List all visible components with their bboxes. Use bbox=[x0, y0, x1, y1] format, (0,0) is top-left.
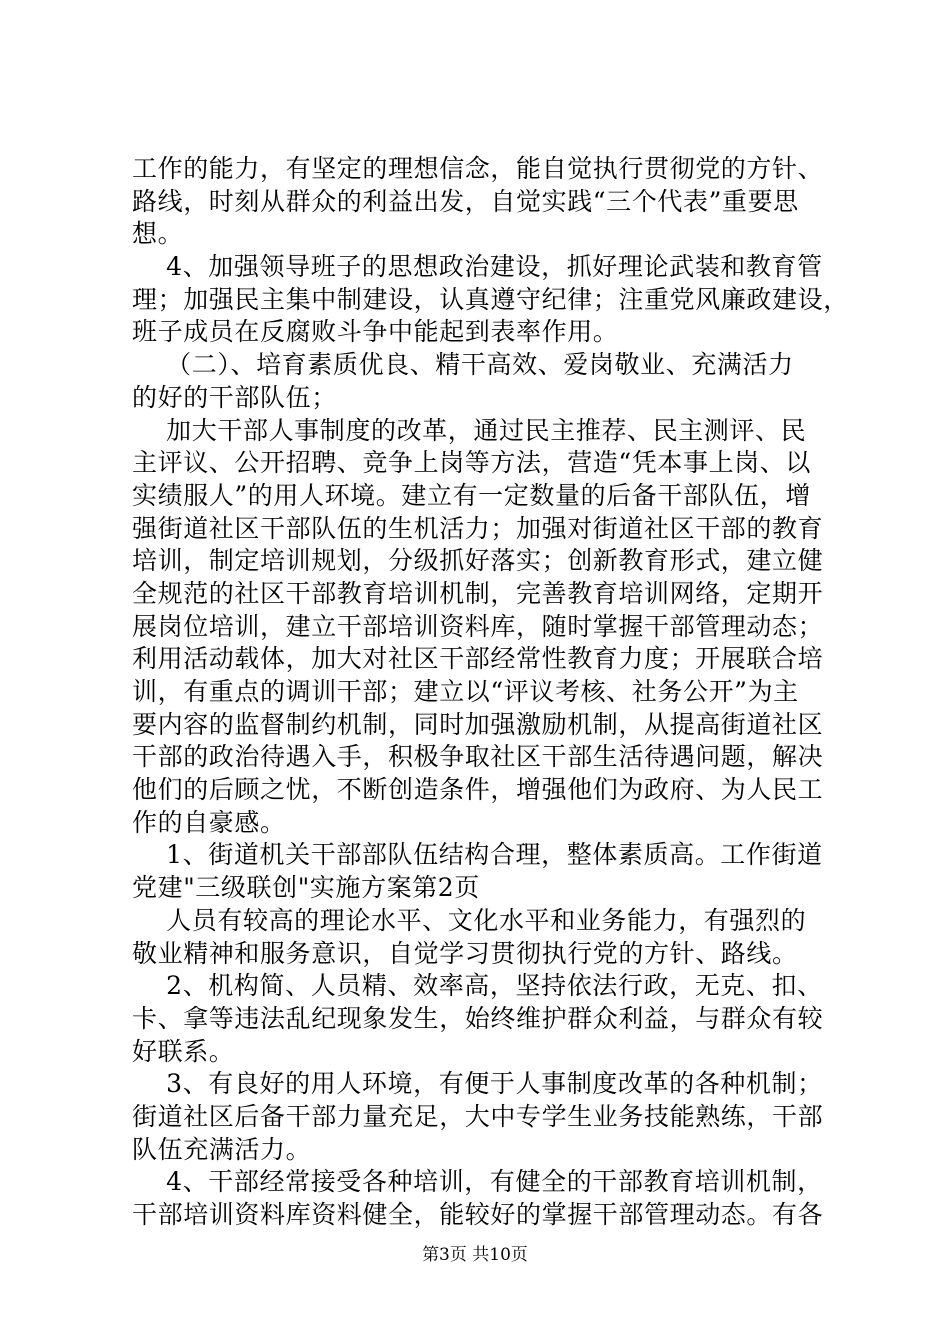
text-line: 的好的干部队伍； bbox=[132, 382, 337, 412]
text-line: 展岗位培训，建立干部培训资料库，随时掌握干部管理动态； bbox=[132, 611, 824, 641]
text-line: 干部培训资料库资料健全，能较好的掌握干部管理动态。有各 bbox=[132, 1200, 824, 1229]
text-line: 理；加强民主集中制建设，认真遵守纪律；注重党风廉政建设， bbox=[132, 284, 849, 314]
text-line: 工作的能力，有坚定的理想信念，能自觉执行贯彻党的方针、 bbox=[132, 154, 824, 183]
text-line: 队伍充满活力。 bbox=[132, 1134, 312, 1164]
text-line: 4、加强领导班子的思想政治建设，抓好理论武装和教育管 bbox=[132, 252, 823, 282]
text-line: （二）、培育素质优良、精干高效、爱岗敬业、充满活力 bbox=[132, 350, 794, 380]
text-line: 训，有重点的调训干部；建立以“评议考核、社务公开”为主 bbox=[132, 677, 799, 706]
text-line: 党建"三级联创"实施方案第2页 bbox=[132, 873, 480, 903]
text-line: 班子成员在反腐败斗争中能起到表率作用。 bbox=[132, 317, 619, 347]
text-line: 街道社区后备干部力量充足，大中专学生业务技能熟练，干部 bbox=[132, 1101, 824, 1131]
text-line: 干部的政治待遇入手，积极争取社区干部生活待遇问题，解决 bbox=[132, 742, 824, 772]
text-line: 2、机构简、人员精、效率高，坚持依法行政，无克、扣、 bbox=[132, 971, 823, 1001]
text-line: 实绩服人”的用人环境。建立有一定数量的后备干部队伍，增 bbox=[132, 480, 811, 510]
text-line: 想。 bbox=[132, 219, 184, 249]
page-number-footer: 第3页 共10页 bbox=[422, 1245, 528, 1265]
text-line: 加大干部人事制度的改革，通过民主推荐、民主测评、民 bbox=[132, 415, 807, 445]
text-line: 好联系。 bbox=[132, 1036, 235, 1066]
text-line: 3、有良好的用人环境，有便于人事制度改革的各种机制； bbox=[132, 1069, 823, 1099]
text-line: 利用活动载体，加大对社区干部经常性教育力度；开展联合培 bbox=[132, 644, 824, 674]
text-line: 1、街道机关干部部队伍结构合理，整体素质高。工作街道 bbox=[132, 840, 823, 870]
text-line: 培训，制定培训规划，分级抓好落实；创新教育形式，建立健 bbox=[132, 546, 824, 576]
text-line: 全规范的社区干部教育培训机制，完善教育培训网络，定期开 bbox=[132, 578, 824, 608]
text-line: 敬业精神和服务意识，自觉学习贯彻执行党的方针、路线。 bbox=[132, 938, 798, 968]
text-line: 作的自豪感。 bbox=[132, 807, 286, 837]
text-line: 强街道社区干部队伍的生机活力；加强对街道社区干部的教育 bbox=[132, 513, 824, 543]
text-line: 他们的后顾之忧，不断创造条件，增强他们为政府、为人民工 bbox=[132, 775, 824, 805]
text-line: 卡、拿等违法乱纪现象发生，始终维护群众利益，与群众有较 bbox=[132, 1003, 824, 1033]
document-body bbox=[132, 153, 849, 1232]
text-line: 人员有较高的理论水平、文化水平和业务能力，有强烈的 bbox=[132, 905, 807, 935]
text-line: 主评议、公开招聘、竞争上岗等方法，营造“凭本事上岗、以 bbox=[132, 448, 811, 478]
text-line: 路线，时刻从群众的利益出发，自觉实践“三个代表”重要思 bbox=[132, 186, 799, 216]
text-line: 4、干部经常接受各种培训，有健全的干部教育培训机制， bbox=[132, 1167, 823, 1197]
text-line: 要内容的监督制约机制，同时加强激励机制，从提高街道社区 bbox=[132, 709, 824, 739]
